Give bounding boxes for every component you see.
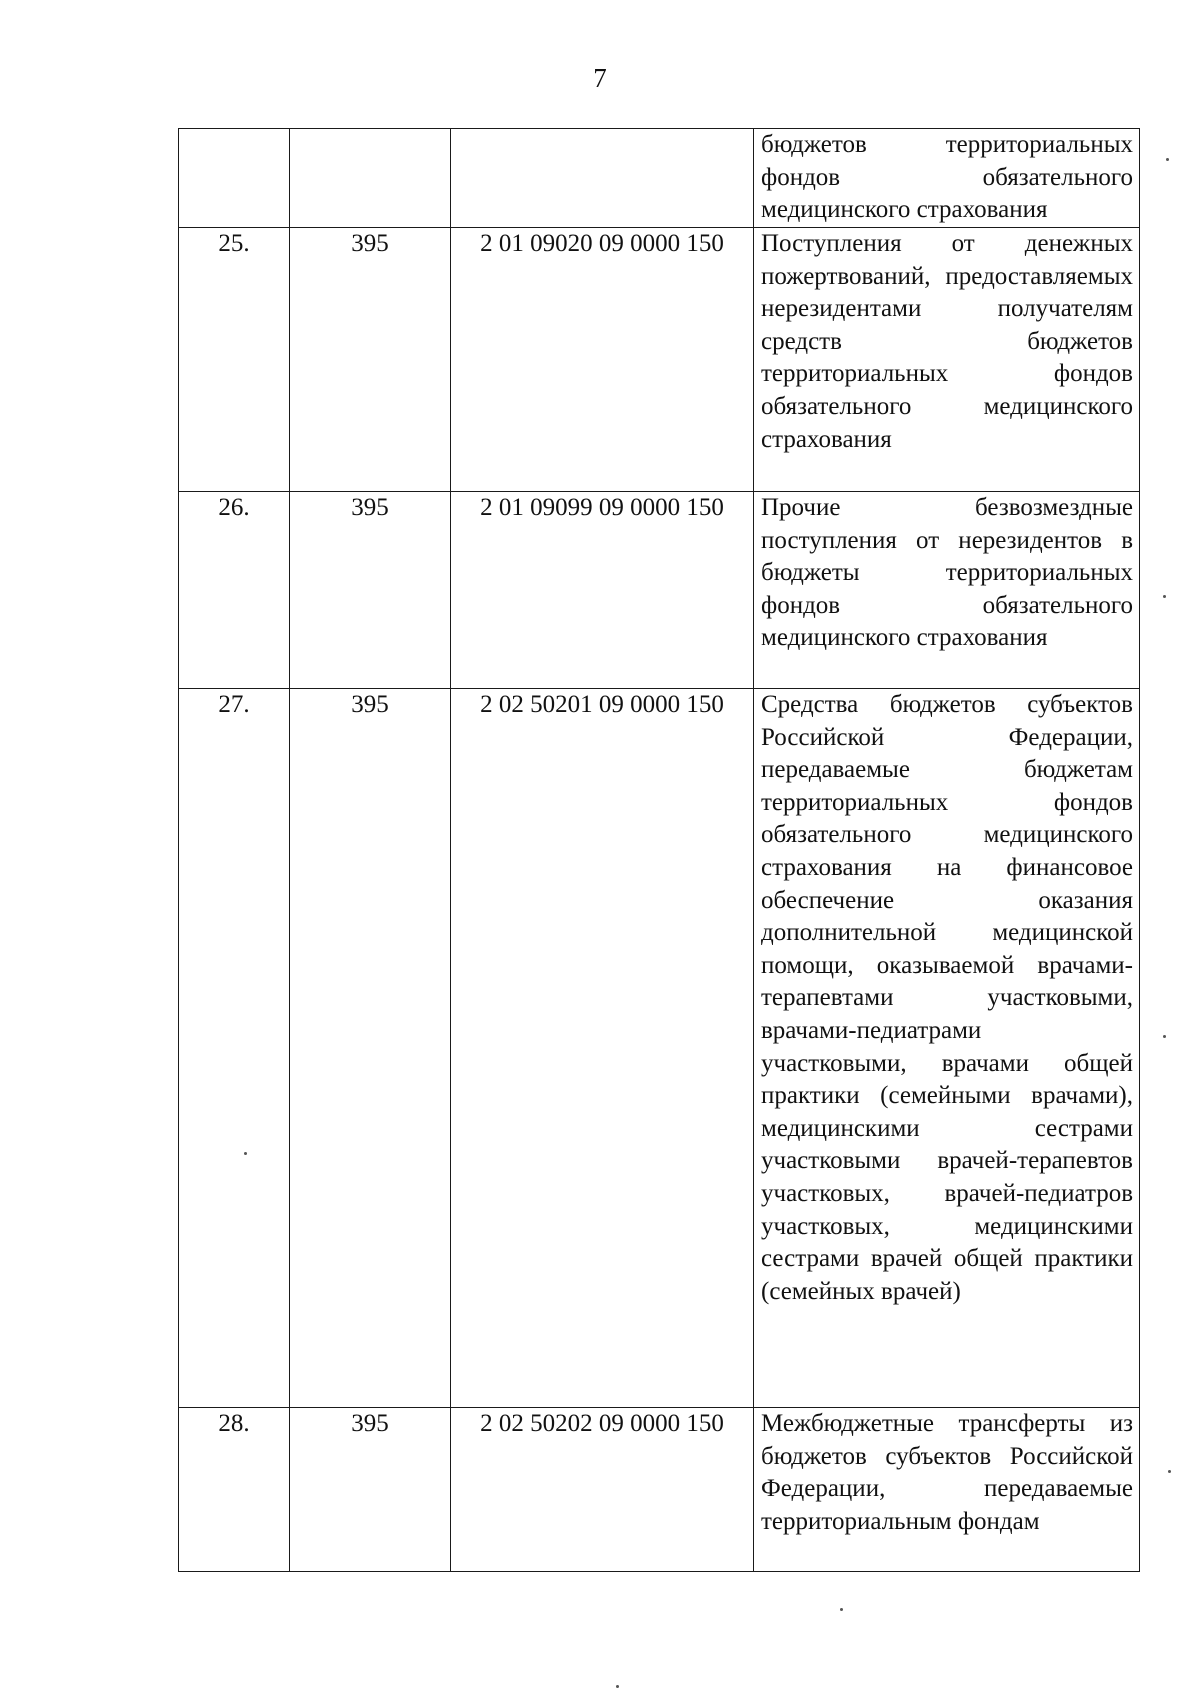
scan-speck: [1168, 1470, 1171, 1473]
description-cell: [754, 492, 1140, 689]
description-cell: [754, 228, 1140, 492]
description-cell: [754, 1408, 1140, 1572]
row-number-cell: [179, 129, 290, 228]
admin-code-cell: 395: [290, 492, 451, 689]
budget-codes-table: [178, 128, 1140, 1572]
row-number-cell: 25.: [179, 228, 290, 492]
budget-code-cell: 2 01 09099 09 0000 150: [451, 492, 754, 689]
scan-speck: [1163, 1035, 1166, 1038]
budget-code-cell: 2 02 50202 09 0000 150: [451, 1408, 754, 1572]
budget-code-cell: 2 02 50201 09 0000 150: [451, 689, 754, 1408]
budget-code-cell: [451, 129, 754, 228]
row-number-cell: 27.: [179, 689, 290, 1408]
page-number: 7: [593, 63, 607, 93]
description-text: Поступления от денежных пожертвований, предоставляемых нерезидентами получателям средств бюджетов территориальных фондов обязательного медицинского страхования: [761, 230, 1133, 453]
table-row: [179, 129, 1140, 228]
scan-speck: [616, 1685, 619, 1688]
scan-speck: [1166, 158, 1169, 161]
table-row: [179, 228, 1140, 492]
description-text: бюджетов территориальных фондов обязательного медицинского страхования: [761, 131, 1133, 224]
admin-code-cell: 395: [290, 1408, 451, 1572]
admin-code-cell: [290, 129, 451, 228]
description-cell: [754, 689, 1140, 1408]
description-text: Средства бюджетов субъектов Российской Федерации, передаваемые бюджетам территориальных фондов обязательного медицинского страхования на финансовое обеспечение оказания дополнительной медицинской помощи, оказываемой врачами-терапевтами участковыми, врачами-педиатрами участковыми, врачами общей практики (семейными врачами), медицинскими сестрами участковыми врачей-терапевтов участковых, врачей-педиатров участковых, медицинскими сестрами врачей общей практики (семейных врачей): [761, 691, 1133, 1305]
scan-speck: [244, 1152, 247, 1155]
table-row: [179, 1408, 1140, 1572]
table-row: [179, 492, 1140, 689]
description-cell: [754, 129, 1140, 228]
description-text: Прочие безвозмездные поступления от нерезидентов в бюджеты территориальных фондов обязательного медицинского страхования: [761, 494, 1133, 652]
description-text: Межбюджетные трансферты из бюджетов субъектов Российской Федерации, передаваемые территориальным фондам: [761, 1410, 1133, 1535]
row-number-cell: 28.: [179, 1408, 290, 1572]
scan-speck: [840, 1608, 843, 1611]
scan-speck: [1163, 595, 1166, 598]
table-row: [179, 689, 1140, 1408]
admin-code-cell: 395: [290, 689, 451, 1408]
row-number-cell: 26.: [179, 492, 290, 689]
admin-code-cell: 395: [290, 228, 451, 492]
budget-code-cell: 2 01 09020 09 0000 150: [451, 228, 754, 492]
